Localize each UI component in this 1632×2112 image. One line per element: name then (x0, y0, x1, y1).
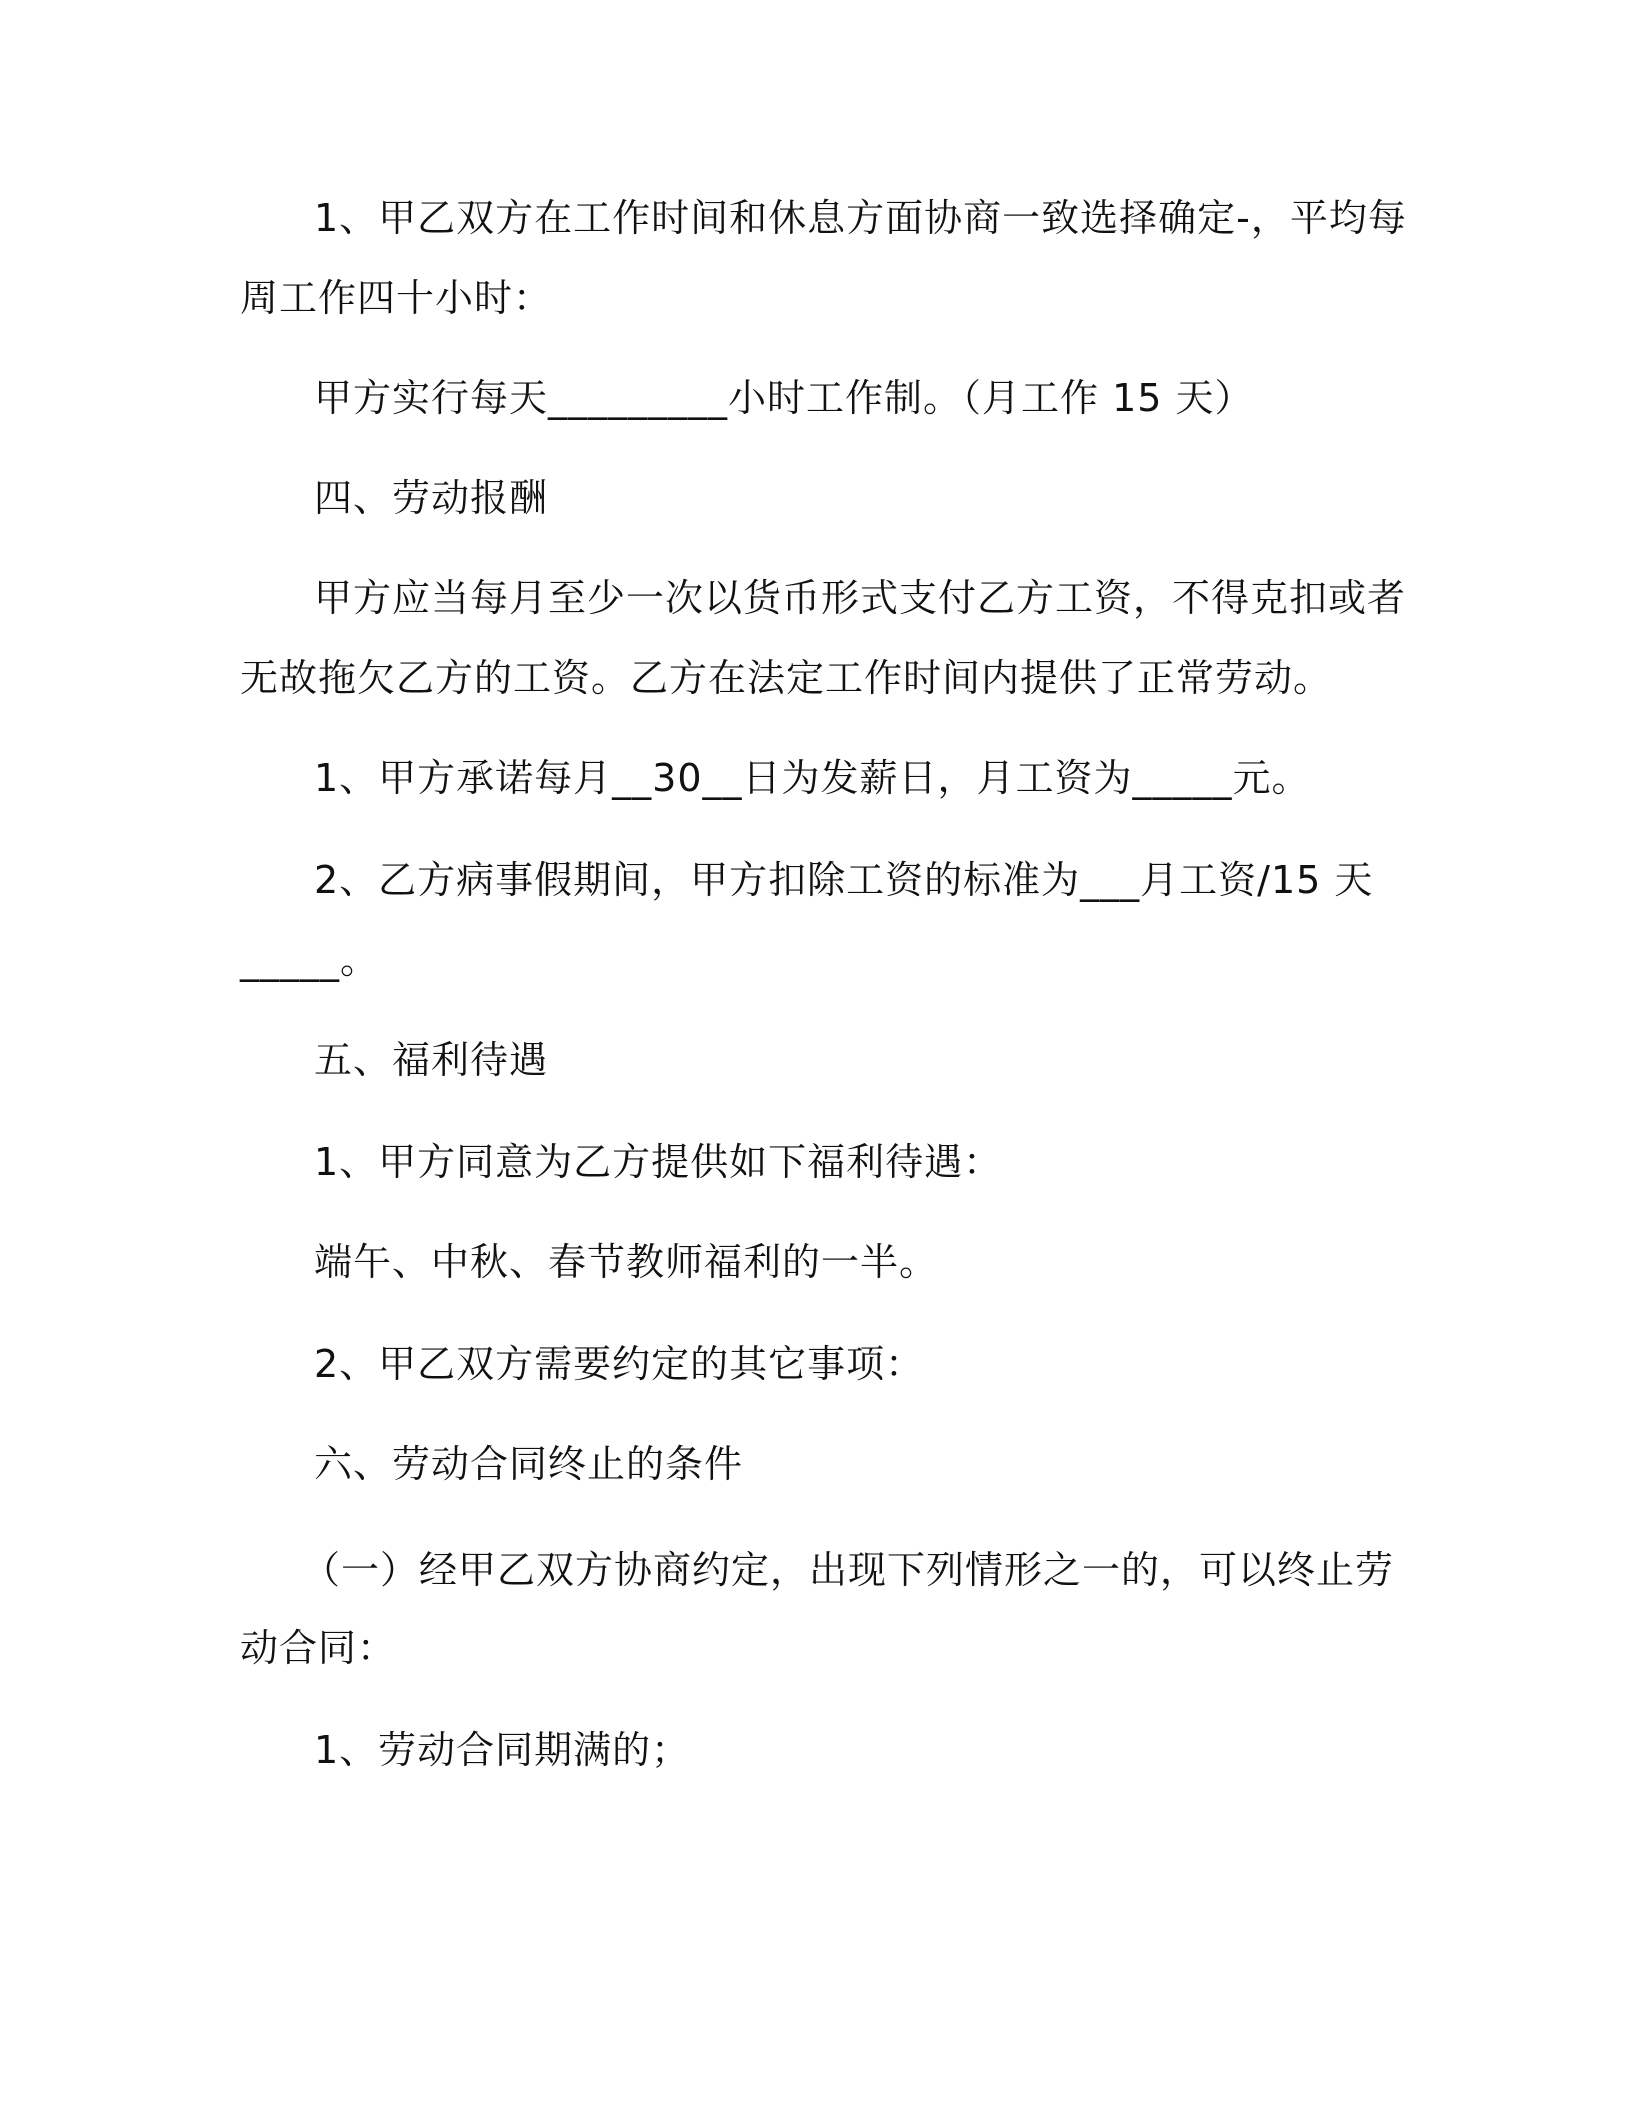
paragraph-line: 2、甲乙双方需要约定的其它事项： (314, 1342, 925, 1386)
paragraph-line: 1、甲乙双方在工作时间和休息方面协商一致选择确定-，平均每 (314, 196, 1407, 240)
paragraph-line: 2、乙方病事假期间，甲方扣除工资的标准为___月工资/15 天 (314, 858, 1374, 902)
paragraph-line: 动合同： (240, 1626, 397, 1670)
paragraph-line: 甲方实行每天_________小时工作制。（月工作 15 天） (314, 376, 1254, 420)
paragraph-line: _____。 (240, 938, 380, 982)
paragraph-line: 无故拖欠乙方的工资。乙方在法定工作时间内提供了正常劳动。 (240, 656, 1333, 700)
paragraph-line: 1、甲方承诺每月__30__日为发薪日，月工资为_____元。 (314, 756, 1311, 800)
section-heading: 四、劳动报酬 (314, 476, 549, 520)
paragraph-line: （一）经甲乙双方协商约定，出现下列情形之一的，可以终止劳 (302, 1548, 1395, 1592)
paragraph-line: 1、劳动合同期满的； (314, 1728, 691, 1772)
section-heading: 六、劳动合同终止的条件 (314, 1442, 744, 1486)
section-heading: 五、福利待遇 (314, 1038, 549, 1082)
paragraph-line: 端午、中秋、春节教师福利的一半。 (314, 1240, 939, 1284)
paragraph-line: 甲方应当每月至少一次以货币形式支付乙方工资，不得克扣或者 (314, 576, 1407, 620)
paragraph-line: 周工作四十小时： (240, 276, 553, 320)
paragraph-line: 1、甲方同意为乙方提供如下福利待遇： (314, 1140, 1003, 1184)
